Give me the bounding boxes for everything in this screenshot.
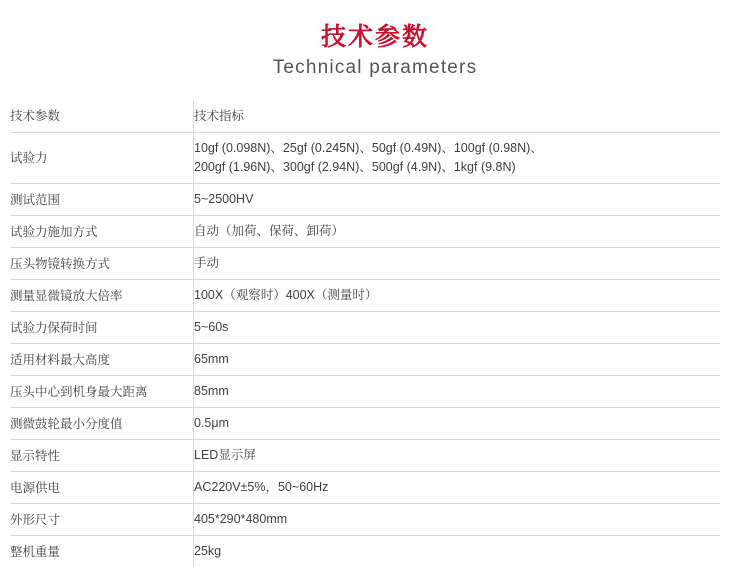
table-row bbox=[10, 133, 720, 184]
specifications-table bbox=[10, 100, 720, 567]
table-row bbox=[10, 536, 720, 567]
row-label: 测量显微镜放大倍率 bbox=[10, 280, 194, 312]
row-value: 5~60s bbox=[194, 312, 721, 344]
row-value: 405*290*480mm bbox=[194, 504, 721, 536]
row-label: 电源供电 bbox=[10, 472, 194, 504]
table-row bbox=[10, 408, 720, 440]
column-header-specification: 技术指标 bbox=[194, 100, 721, 133]
table-row bbox=[10, 504, 720, 536]
row-value: 手动 bbox=[194, 248, 721, 280]
row-value: 25kg bbox=[194, 536, 721, 567]
table-row bbox=[10, 184, 720, 216]
row-label: 整机重量 bbox=[10, 536, 194, 567]
table-header-row bbox=[10, 100, 720, 133]
title-chinese: 技术参数 bbox=[0, 22, 750, 52]
row-label: 试验力施加方式 bbox=[10, 216, 194, 248]
row-value: 85mm bbox=[194, 376, 721, 408]
row-value: 0.5μm bbox=[194, 408, 721, 440]
row-label: 外形尺寸 bbox=[10, 504, 194, 536]
row-label: 压头物镜转换方式 bbox=[10, 248, 194, 280]
row-value: 5~2500HV bbox=[194, 184, 721, 216]
table-row bbox=[10, 376, 720, 408]
table-row bbox=[10, 216, 720, 248]
row-value-line-1: 10gf (0.098N)、25gf (0.245N)、50gf (0.49N)、100gf (0.98N)、 bbox=[194, 139, 720, 158]
table-row bbox=[10, 440, 720, 472]
page-title bbox=[0, 0, 750, 82]
row-label: 试验力 bbox=[10, 133, 194, 184]
row-label: 压头中心到机身最大距离 bbox=[10, 376, 194, 408]
table-row bbox=[10, 472, 720, 504]
table-row bbox=[10, 312, 720, 344]
row-label: 测试范围 bbox=[10, 184, 194, 216]
row-label: 显示特性 bbox=[10, 440, 194, 472]
row-label: 试验力保荷时间 bbox=[10, 312, 194, 344]
row-value bbox=[194, 133, 721, 184]
row-value: 100X（观察时）400X（测量时） bbox=[194, 280, 721, 312]
table-row bbox=[10, 344, 720, 376]
column-header-parameter: 技术参数 bbox=[10, 100, 194, 133]
table-row bbox=[10, 248, 720, 280]
row-value: LED显示屏 bbox=[194, 440, 721, 472]
row-value: AC220V±5%，50~60Hz bbox=[194, 472, 721, 504]
row-value-line-2: 200gf (1.96N)、300gf (2.94N)、500gf (4.9N)、1kgf (9.8N) bbox=[194, 158, 720, 177]
table-row bbox=[10, 280, 720, 312]
row-label: 测微鼓轮最小分度值 bbox=[10, 408, 194, 440]
row-label: 适用材料最大高度 bbox=[10, 344, 194, 376]
row-value: 65mm bbox=[194, 344, 721, 376]
row-value: 自动（加荷、保荷、卸荷） bbox=[194, 216, 721, 248]
title-english: Technical parameters bbox=[0, 54, 750, 82]
